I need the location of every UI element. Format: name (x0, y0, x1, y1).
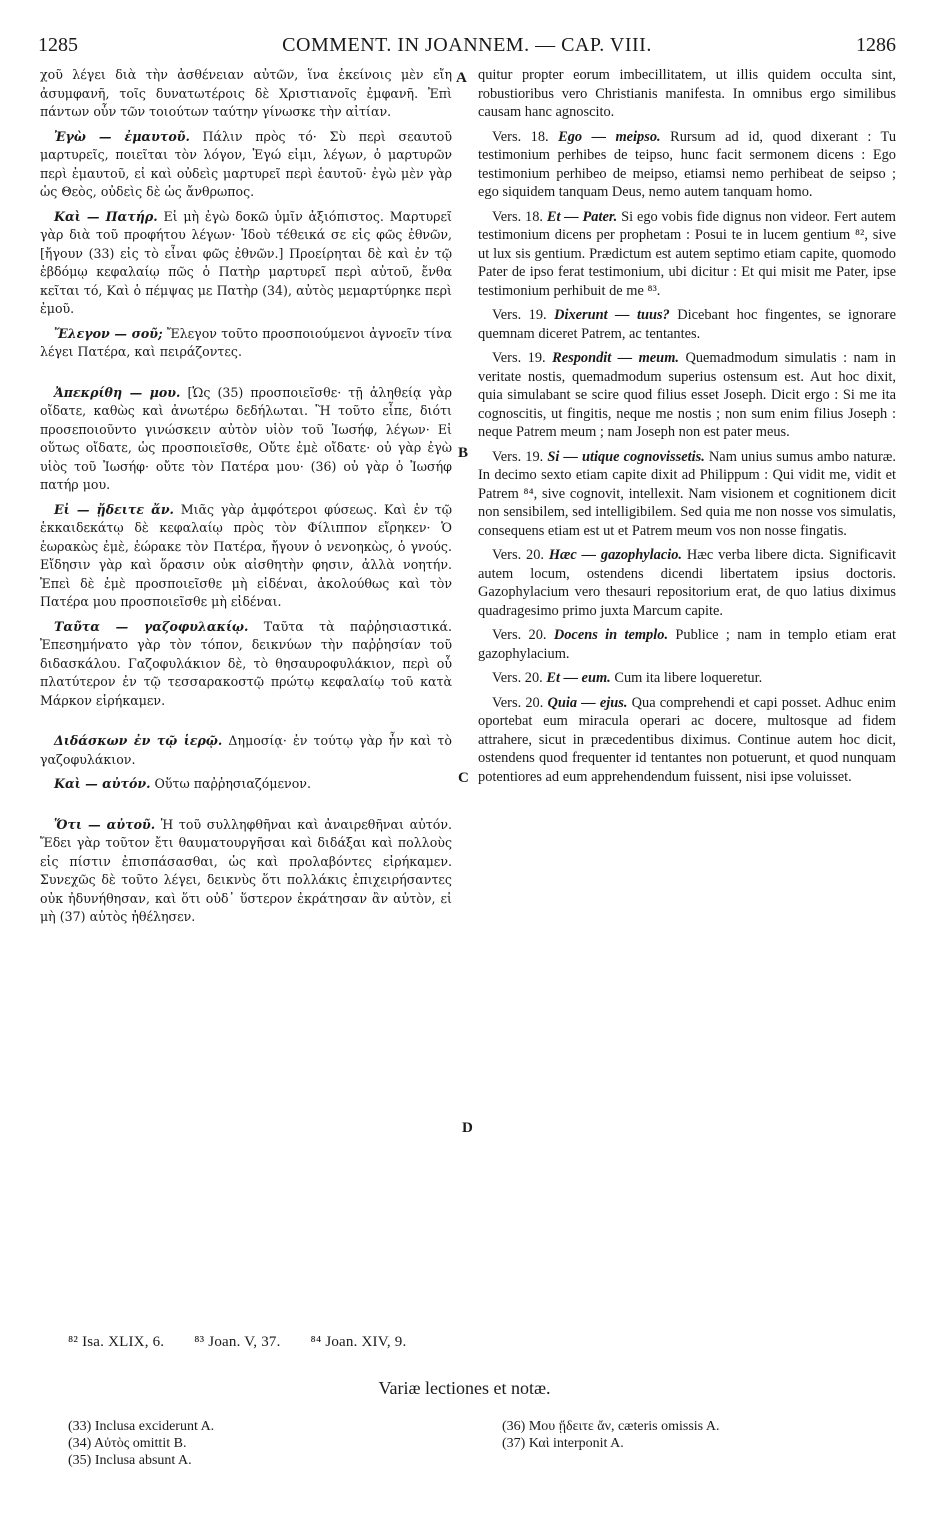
greek-text: Ἡ τοῦ συλληφθῆναι καὶ ἀναιρεθῆναι αὐτόν. Ἔδει γὰρ τοῦτον ἔτι θαυματουργῆσαι καὶ διδάξαι καὶ πολλοὺς εἰς πίστιν ἐπισπάσασθαι, ὡς καὶ προλαβόντες εἰρήκαμεν. Συνεχῶς δὲ τοῦτο λέγει, δεικνὺς ὅτι πολλάκις ἐπιχειρήσαντες οὐκ ἠδυνήθησαν, καὶ ὅτι οὐδ᾽ ὕστερον ἐκράτησαν ἂν αὐτὸν, εἰ μὴ (37) αὐτὸς ἠθέλησεν. (40, 816, 452, 924)
greek-paragraph (40, 208, 452, 319)
page-number-left: 1285 (38, 34, 78, 56)
greek-paragraph (40, 325, 452, 362)
latin-lemma: Quia — ejus. (547, 694, 628, 711)
verse-ref: Vers. 19. (492, 448, 544, 465)
latin-text: Dicebant hoc fingentes, se ignorare quemnam diceret Patrem, ac tentantes. (478, 307, 896, 342)
latin-paragraph (478, 694, 896, 787)
latin-text: Quemadmodum simulatis : nam in veritate nostis, quemadmodum superius ostensum est. Aut hoc dixit, quia simulabant se scire quod filius esset Joseph. Dicit ergo : Si me ita cognoscitis, ut fingitis, neque me nostis ; non sum enim filius Joseph : neque Patrem meum ; nam Joseph non est pater meus. (478, 350, 896, 440)
verse-ref: Vers. 19. (492, 307, 547, 323)
greek-lemma: Ὅτι — αὐτοῦ. (54, 816, 156, 832)
greek-lemma: Ταῦτα — γαζοφυλακίῳ. (54, 618, 249, 634)
variant-note: (35) Inclusa absunt A. (68, 1453, 192, 1468)
latin-lemma: Respondit — meum. (552, 350, 679, 366)
footnote: ⁸³ Joan. V, 37. (194, 1334, 281, 1350)
latin-column (478, 66, 896, 792)
footnote: ⁸² Isa. XLIX, 6. (68, 1334, 165, 1350)
latin-lemma: Si — utique cognovissetis. (547, 448, 705, 465)
greek-lemma: Εἰ — ᾔδειτε ἄν. (54, 501, 174, 517)
latin-text: Qua comprehendi et capi posset. Adhuc enim oportebat eum miracula operari ac docere, multosque ad fidem attrahere, sicut in præcedentibus diximus. Continue autem hoc dicit, ostendens quod frequenter id tentantes non potuerunt, et quod nunquam potentiores ad eum apprehendendum fuissent, nisi ipse voluisset. (478, 694, 896, 785)
latin-text: quitur propter eorum imbecillitatem, ut illis quidem occulta sint, robustioribus vero Christianis manifesta. In omnibus ergo similibus causam hanc agnoscito. (478, 67, 896, 120)
latin-text: Hæc verba libere dicta. Significavit autem locum, ostendens dicendi libertatem ipsius doctoris. Gazophylacium vero thesauri repositorium erat, de quo latius diximus quadragesimo primo juxta Marcum capite. (478, 547, 896, 619)
variae-notes-right (502, 1418, 719, 1452)
greek-text: Πάλιν πρὸς τό· Σὺ περὶ σεαυτοῦ μαρτυρεῖς, ποιεῖται τὸν λόγον, Ἐγώ εἰμι, λέγων, ὁ μαρτυρῶν περὶ ἐμαυτοῦ, εἰ καὶ οὐδεὶς μαρτυρεῖ περὶ ἑαυτοῦ· ἐγὼ μὲν γὰρ ὡς Θεὸς, οὐδεὶς δὲ ὡς ἄνθρωπος. (40, 128, 452, 199)
variae-notes-left (68, 1418, 214, 1469)
latin-paragraph (478, 626, 896, 663)
greek-paragraph (40, 775, 452, 794)
footnote: ⁸⁴ Joan. XIV, 9. (310, 1334, 407, 1350)
verse-ref: Vers. 20. (492, 627, 547, 643)
variant-note: (34) Αὐτὸς omittit B. (68, 1436, 187, 1451)
latin-text: Si ego vobis fide dignus non videor. Fert autem testimonium dicens per prophetam : Posui te in lucem gentium ⁸², sive ut lux sis gentium. Prædictum est autem septimo etiam capite, quomodo Pater de ipso ferat testimonium, ubi dicitur : Et qui misit me Pater, ipse testimonium perhibuit de me ⁸³. (478, 208, 896, 299)
greek-text: χοῦ λέγει διὰ τὴν ἀσθένειαν αὐτῶν, ἵνα ἐκείνοις μὲν εἴη ἀσυμφανῆ, τοῖς δυνατωτέροις δὲ Χριστιανοῖς ἐμφανῆ. Ἐπὶ πάντων οὖν τῶν τοιούτων ταύτην γίνωσκε τὴν αἰτίαν. (40, 67, 452, 119)
variae-lectiones-title: Variæ lectiones et notæ. (378, 1378, 551, 1398)
greek-paragraph (40, 816, 452, 927)
greek-paragraph (40, 384, 452, 495)
verse-ref: Vers. 18. (492, 208, 543, 225)
margin-marker-c: C (458, 770, 469, 786)
latin-lemma: Ego — meipso. (558, 128, 661, 145)
greek-paragraph (40, 501, 452, 612)
greek-lemma: Ἔλεγον — σοῦ; (54, 325, 163, 341)
verse-ref: Vers. 20. (492, 547, 544, 563)
greek-text: Ἔλεγον τοῦτο προσποιούμενοι ἀγνοεῖν τίνα λέγει Πατέρα, καὶ πειράζοντες. (40, 325, 452, 359)
footnotes (68, 1334, 432, 1351)
greek-lemma: Ἀπεκρίθη — μου. (54, 384, 181, 400)
latin-paragraph (478, 66, 896, 122)
latin-lemma: Dixerunt — tuus? (554, 307, 670, 323)
greek-text: Δημοσίᾳ· ἐν τούτῳ γὰρ ἦν καὶ τὸ γαζοφυλάκιον. (40, 733, 452, 767)
variant-note: (36) Μου ᾔδειτε ἄν, cæteris omissis A. (502, 1419, 720, 1434)
latin-paragraph (478, 128, 896, 202)
latin-lemma: Et — Pater. (546, 208, 618, 225)
greek-lemma: Ἐγὼ — ἐμαυτοῦ. (54, 128, 190, 144)
latin-lemma: Docens in templo. (553, 627, 669, 643)
verse-ref: Vers. 19. (492, 350, 546, 366)
greek-lemma: Διδάσκων ἐν τῷ ἱερῷ. (54, 733, 223, 748)
verse-ref: Vers. 20. (492, 694, 544, 711)
latin-paragraph (478, 448, 896, 541)
page-header (38, 34, 896, 60)
variant-note: (37) Καὶ interponit A. (502, 1436, 624, 1451)
latin-paragraph (478, 546, 896, 620)
greek-text: [Ὡς (35) προσποιεῖσθε· τῇ ἀληθείᾳ γὰρ οἴδατε, καθὼς καὶ ἀνωτέρω δεδήλωται. Ἢ τοῦτο εἶπε, διότι προσεποιοῦντο γινώσκειν αὐτὸν υἱὸν τοῦ Ἰωσήφ, λέγων· Εἰ οὕτως οἴδατε, ὡς προσποιεῖσθε, Οὔτε ἐμὲ οἴδατε· οὐ γὰρ ἐγὼ υἱὸς τοῦ Ἰωσήφ· οὔτε τὸν Πατέρα μου· (36) οὐ γὰρ ὁ Ἰωσήφ πατήρ μου. (40, 384, 452, 492)
greek-paragraph (40, 618, 452, 711)
greek-text: Ταῦτα τὰ παῤῥησιαστικά. Ἐπεσημήνατο γὰρ τὸν τόπον, δεικνύων τὴν παῤῥησίαν τοῦ διδασκάλου. Γαζοφυλάκιον δὲ, τὸ θησαυροφυλάκιον, περὶ οὗ πλατύτερον ἐν τῷ τεσσαρακοστῷ πρώτῳ κεφαλαίῳ τοῦ κατὰ Μάρκον εἰρήκαμεν. (40, 618, 452, 708)
latin-paragraph (478, 669, 896, 688)
page-number-right: 1286 (856, 34, 896, 56)
latin-text: Publice ; nam in templo etiam erat gazophylacium. (478, 627, 896, 662)
verse-ref: Vers. 18. (492, 128, 549, 145)
latin-paragraph (478, 349, 896, 442)
latin-text: Cum ita libere loqueretur. (610, 670, 763, 686)
greek-text: Μιᾶς γὰρ ἀμφότεροι φύσεως. Καὶ ἐν τῷ ἑκκαιδεκάτῳ δὲ κεφαλαίῳ πρὸς τὸν Φίλιππον εἴρηκεν· Ὁ ἑωρακὼς ἐμὲ, ἑώρακε τὸν Πατέρα, ἤγουν ὁ νενοηκὼς, ὁ γνούς. Εἴδησιν γὰρ καὶ ὅρασιν οὐκ αἰσθητὴν φησιν, ἀλλὰ νοητήν. Ἐπεὶ δὲ ἐμὲ προσποιεῖσθε μὴ εἰδέναι, ἀκολούθως καὶ τὸν Πατέρα μου προσποιεῖσθε μὴ εἰδέναι. (40, 501, 452, 609)
greek-lemma: Καὶ — Πατήρ. (54, 208, 158, 224)
variant-note: (33) Inclusa exciderunt A. (68, 1419, 215, 1434)
greek-lemma: Καὶ — αὐτόν. (54, 776, 151, 791)
latin-text: Rursum ad id, quod dixerant : Tu testimonium perhibes de teipso, hunc facit sermonem dicens : Ego testimonium perhibeo de meipso, etiamsi nemo perhibeat de seipso ; ego siquidem tanquam Deus, nemo autem tanquam homo. (478, 128, 897, 200)
latin-text: Nam unius sumus ambo naturæ. In decimo sexto etiam capite dixit ad Philippum : Qui vidit me, vidit et Patrem ⁸⁴, sive cognovit, intellexit. Nam visionem et cognitionem dicit non sensibilem, sed intelligibilem. Sed quia me non nosse vos simulatis, consequens etiam est ut et Patrem meum vos non nosse fingatis. (478, 448, 896, 539)
greek-column (40, 66, 452, 933)
greek-text: Οὕτω παῤῥησιαζόμενον. (150, 776, 311, 791)
greek-paragraph (40, 66, 452, 122)
verse-ref: Vers. 20. (492, 670, 543, 686)
latin-lemma: Hæc — gazophylacio. (548, 547, 683, 563)
latin-lemma: Et — eum. (546, 670, 611, 686)
latin-paragraph (478, 208, 896, 301)
running-title: COMMENT. IN JOANNEM. — CAP. VIII. (282, 34, 652, 56)
margin-marker-d: D (462, 1120, 473, 1136)
margin-marker-a: A (456, 70, 467, 86)
greek-paragraph (40, 732, 452, 769)
greek-text: Εἰ μὴ ἐγὼ δοκῶ ὑμῖν ἀξιόπιστος. Μαρτυρεῖ γὰρ διὰ τοῦ προφήτου λέγων· Ἰδοὺ τέθεικά σε εἰς φῶς ἐθνῶν, [ἤγουν (33) εἰς τὸ εἶναι φῶς ἐθνῶν.] Προείρηται δὲ καὶ ἐν τῷ ἑβδόμῳ κεφαλαίῳ πῶς ὁ Πατὴρ μαρτυρεῖ περὶ αὐτοῦ, ἔνθα κεῖται τό, Καὶ ὁ πέμψας με Πατὴρ (34), αὐτὸς μεμαρτύρηκε περὶ ἐμοῦ. (40, 208, 452, 316)
latin-paragraph (478, 306, 896, 343)
greek-paragraph (40, 128, 452, 202)
margin-marker-b: B (458, 445, 469, 461)
